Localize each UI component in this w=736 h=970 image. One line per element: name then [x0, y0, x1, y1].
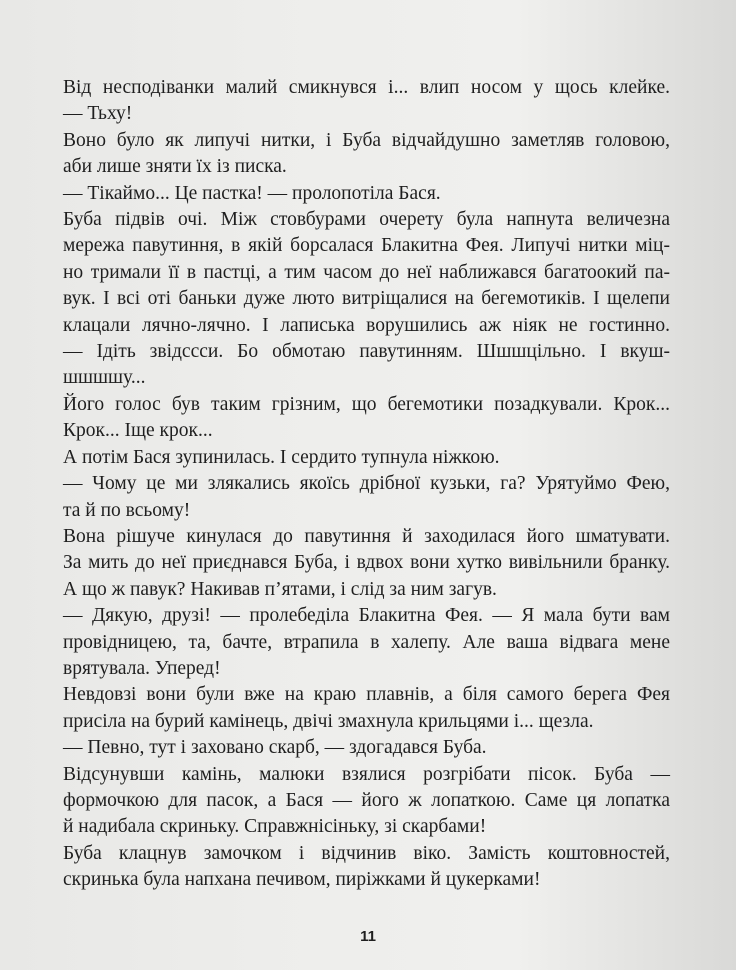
text-line: А потім Бася зупинилась. І сердито тупнула ніжкою. [63, 446, 500, 468]
text-line: присіла на бурий камінець, двічі змахнула крильцями і... щезла. [63, 710, 594, 732]
text-line: — Тьху! [63, 103, 133, 125]
text-line: — Ідіть звідссси. Бо обмотаю павутинням. Шшшцільно. І вкуш- [63, 341, 670, 363]
text-line: мережа павутиння, в якій борсалася Блакитна Фея. Липучі нитки міц- [63, 235, 670, 257]
story-text [63, 75, 670, 894]
text-line: Буба клацнув замочком і відчинив віко. Замість коштовностей, [63, 842, 670, 864]
text-line: — Дякую, друзі! — пролебеділа Блакитна Фея. — Я мала бути вам [63, 605, 670, 627]
page-number: 11 [360, 928, 376, 945]
text-line: Буба підвів очі. Між стовбурами очерету була напнута величезна [63, 209, 670, 231]
text-line: клацали лячно-лячно. І лаписька ворушились аж ніяк не гостинно. [63, 314, 670, 336]
text-line: но тримали її в пастці, а тим часом до неї наближався багатоокий па- [63, 261, 670, 283]
text-line: вук. І всі оті баньки дуже люто витріщалися на бегемотиків. І щелепи [63, 288, 670, 310]
text-line: Його голос був таким грізним, що бегемотики позадкували. Крок... [63, 393, 670, 415]
text-line: та й по всьому! [63, 499, 191, 521]
text-line: Невдовзі вони були вже на краю плавнів, а біля самого берега Фея [63, 684, 670, 706]
text-line: — Певно, тут і заховано скарб, — здогадався Буба. [63, 737, 487, 759]
text-line: За мить до неї приєднався Буба, і вдвох вони хутко вивільнили бранку. [63, 552, 670, 574]
text-line: А що ж павук? Накивав п’ятами, і слід за ним загув. [63, 578, 497, 600]
text-line: формочкою для пасок, а Бася — його ж лопаткою. Саме ця лопатка [63, 789, 670, 811]
text-line: Відсунувши камінь, малюки взялися розгрібати пісок. Буба — [63, 763, 670, 785]
text-line: провідницею, та, бачте, втрапила в халепу. Але ваша відвага мене [63, 631, 670, 653]
text-line: — Чому це ми злякались якоїсь дрібної кузьки, га? Урятуймо Фею, [63, 473, 670, 495]
text-line: Воно було як липучі нитки, і Буба відчайдушно заметляв головою, [63, 129, 670, 151]
text-line: аби лише зняти їх із писка. [63, 156, 287, 178]
text-line: Вона рішуче кинулася до павутиння й заходилася його шматувати. [63, 525, 670, 547]
text-line: врятувала. Уперед! [63, 657, 221, 679]
text-line: Крок... Іще крок... [63, 420, 213, 442]
text-line: шшшшу... [63, 367, 146, 389]
text-line: Від несподіванки малий смикнувся і... влип носом у щось клейке. [63, 77, 670, 98]
text-line: й надибала скриньку. Справжнісіньку, зі скарбами! [63, 816, 487, 838]
text-line: скринька була напхана печивом, пиріжками й цукерками! [63, 869, 541, 891]
text-line: — Тікаймо... Це пастка! — пролопотіла Бася. [63, 182, 441, 204]
